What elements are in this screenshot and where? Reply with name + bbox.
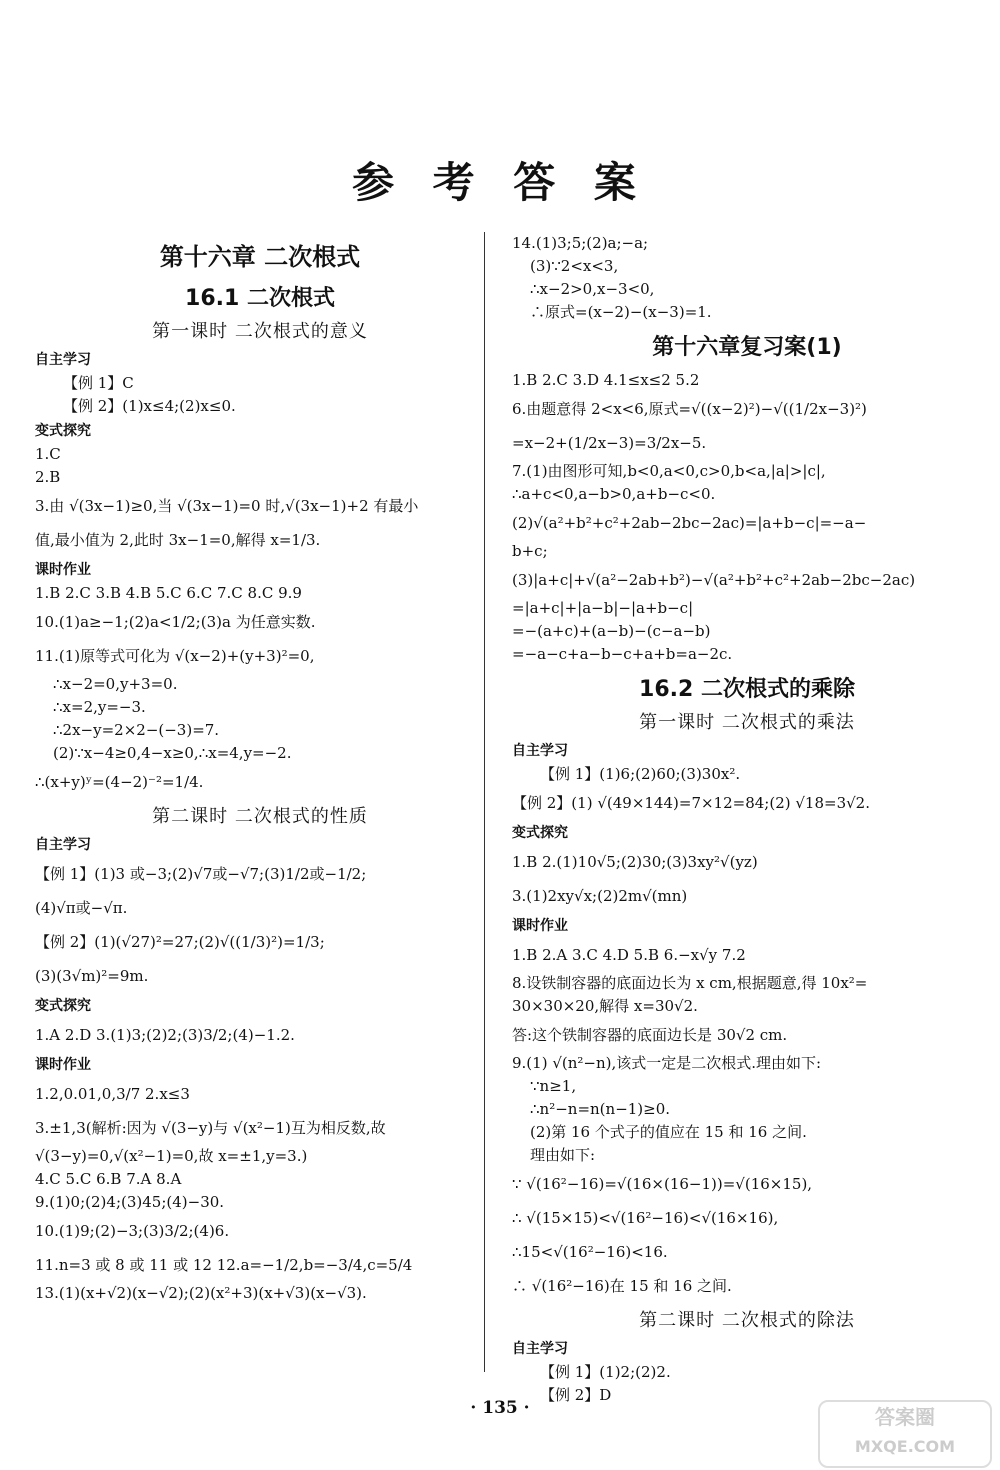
- answer-line: =−(a+c)+(a−b)−(c−a−b): [512, 622, 711, 640]
- answer-line: 值,最小值为 2,此时 3x−1=0,解得 x=1/3.: [35, 531, 321, 549]
- answer-line: 【例 1】(1)3 或−3;(2)√7或−√7;(3)1/2或−1/2;: [35, 865, 367, 883]
- answer-line: ∴15<√(16²−16)<16.: [512, 1243, 668, 1261]
- answer-line: 【例 2】(1) √(49×144)=7×12=84;(2) √18=3√2.: [512, 794, 870, 812]
- subsection-heading: 课时作业: [35, 562, 91, 578]
- answer-line: 14.(1)3;5;(2)a;−a;: [512, 234, 649, 252]
- section-heading: 16.1 二次根式: [185, 286, 335, 311]
- answer-line: ∴x−2>0,x−3<0,: [530, 280, 655, 298]
- answer-line: 8.设铁制容器的底面边长为 x cm,根据题意,得 10x²=: [512, 974, 868, 992]
- answer-line: (2)√(a²+b²+c²+2ab−2bc−2ac)=|a+b−c|=−a−: [512, 514, 867, 532]
- answer-line: (3)|a+c|+√(a²−2ab+b²)−√(a²+b²+c²+2ab−2bc−2ac): [512, 571, 916, 589]
- watermark-line1: 答案圈: [875, 1405, 935, 1429]
- answer-line: 【例 2】(1)(√27)²=27;(2)√((1/3)²)=1/3;: [35, 933, 325, 951]
- right-column: [512, 232, 982, 1407]
- subsection-heading: 变式探究: [512, 825, 568, 841]
- answer-line: 2.B: [35, 468, 61, 486]
- answer-line: ∴a+c<0,a−b>0,a+b−c<0.: [512, 485, 716, 503]
- watermark-line2: MXQE.COM: [854, 1437, 956, 1456]
- subsection-heading: 变式探究: [35, 423, 91, 439]
- answer-line: 答:这个铁制容器的底面边长是 30√2 cm.: [512, 1026, 788, 1044]
- answer-line: ∴(x+y)ʸ=(4−2)⁻²=1/4.: [35, 773, 204, 791]
- answer-line: 10.(1)9;(2)−3;(3)3/2;(4)6.: [35, 1222, 230, 1240]
- answer-line: b+c;: [512, 542, 548, 560]
- answer-line: ∴x=2,y=−3.: [53, 698, 146, 716]
- answer-line: 1.B 2.C 3.B 4.B 5.C 6.C 7.C 8.C 9.9: [35, 584, 302, 602]
- subsection-heading: 自主学习: [512, 743, 568, 759]
- subsection-heading: 自主学习: [512, 1341, 568, 1357]
- answer-line: ∴ √(16²−16)在 15 和 16 之间.: [512, 1277, 732, 1295]
- answer-line: ∵ √(16²−16)=√(16×(16−1))=√(16×15),: [512, 1175, 813, 1193]
- answer-line: ∴2x−y=2×2−(−3)=7.: [53, 721, 220, 739]
- answer-line: =|a+c|+|a−b|−|a+b−c|: [512, 599, 694, 617]
- chapter-heading: 第十六章 二次根式: [159, 243, 361, 271]
- answer-line: 13.(1)(x+√2)(x−√2);(2)(x²+3)(x+√3)(x−√3).: [35, 1284, 367, 1302]
- answer-line: =x−2+(1/2x−3)=3/2x−5.: [512, 434, 707, 452]
- answer-line: 11.n=3 或 8 或 11 或 12 12.a=−1/2,b=−3/4,c=5/4: [35, 1256, 413, 1274]
- answer-line: ∵n≥1,: [530, 1077, 577, 1095]
- answer-line: 1.B 2.C 3.D 4.1≤x≤2 5.2: [512, 371, 700, 389]
- answer-line: 1.A 2.D 3.(1)3;(2)2;(3)3/2;(4)−1.2.: [35, 1026, 295, 1044]
- answer-line: 1.B 2.A 3.C 4.D 5.B 6.−x√y 7.2: [512, 946, 746, 964]
- watermark-logo: [818, 1400, 992, 1468]
- answer-line: 【例 2】D: [540, 1386, 612, 1404]
- answer-line: 3.±1,3(解析:因为 √(3−y)与 √(x²−1)互为相反数,故: [35, 1119, 386, 1137]
- answer-line: 1.B 2.(1)10√5;(2)30;(3)3xy²√(yz): [512, 853, 758, 871]
- answer-line: ∴原式=(x−2)−(x−3)=1.: [530, 303, 712, 321]
- answer-line: 【例 1】(1)6;(2)60;(3)30x².: [540, 765, 741, 783]
- page-number: · 135 ·: [470, 1398, 530, 1418]
- answer-line: 9.(1) √(n²−n),该式一定是二次根式.理由如下:: [512, 1054, 822, 1072]
- answer-line: 4.C 5.C 6.B 7.A 8.A: [35, 1170, 182, 1188]
- answer-line: 【例 2】(1)x≤4;(2)x≤0.: [63, 397, 236, 415]
- lesson-heading: 第一课时 二次根式的意义: [152, 321, 368, 342]
- lesson-heading: 第二课时 二次根式的除法: [639, 1310, 855, 1331]
- answer-line: 【例 1】C: [63, 374, 134, 392]
- answer-line: (3)∵2<x<3,: [530, 257, 619, 275]
- answer-line: 【例 1】(1)2;(2)2.: [540, 1363, 671, 1381]
- answer-line: (2)第 16 个式子的值应在 15 和 16 之间.: [530, 1123, 807, 1141]
- answer-line: (3)(3√m)²=9m.: [35, 967, 149, 985]
- answer-line: 10.(1)a≥−1;(2)a<1/2;(3)a 为任意实数.: [35, 613, 316, 631]
- answer-line: 1.C: [35, 445, 61, 463]
- answer-line: 11.(1)原等式可化为 √(x−2)+(y+3)²=0,: [35, 647, 315, 665]
- answer-line: (4)√π或−√π.: [35, 899, 128, 917]
- answer-line: 1.2,0.01,0,3/7 2.x≤3: [35, 1085, 190, 1103]
- answer-line: ∴n²−n=n(n−1)≥0.: [530, 1100, 671, 1118]
- answer-line: 9.(1)0;(2)4;(3)45;(4)−30.: [35, 1193, 225, 1211]
- answer-line: 理由如下:: [530, 1146, 596, 1164]
- section-heading: 16.2 二次根式的乘除: [639, 677, 855, 702]
- answer-line: 3.由 √(3x−1)≥0,当 √(3x−1)=0 时,√(3x−1)+2 有最小: [35, 497, 419, 515]
- answer-line: =−a−c+a−b−c+a+b=a−2c.: [512, 645, 733, 663]
- lesson-heading: 第一课时 二次根式的乘法: [639, 712, 855, 733]
- answer-line: 7.(1)由图形可知,b<0,a<0,c>0,b<a,|a|>|c|,: [512, 462, 826, 480]
- answer-line: (2)∵x−4≥0,4−x≥0,∴x=4,y=−2.: [53, 744, 292, 762]
- answer-line: ∴x−2=0,y+3=0.: [53, 675, 178, 693]
- left-column: [35, 232, 485, 1305]
- answer-line: ∴ √(15×15)<√(16²−16)<√(16×16),: [512, 1209, 779, 1227]
- answer-line: 3.(1)2xy√x;(2)2m√(mn): [512, 887, 688, 905]
- answer-line: 6.由题意得 2<x<6,原式=√((x−2)²)−√((1/2x−3)²): [512, 400, 867, 418]
- section-heading: 第十六章复习案(1): [652, 335, 842, 360]
- subsection-heading: 课时作业: [35, 1057, 91, 1073]
- subsection-heading: 变式探究: [35, 998, 91, 1014]
- subsection-heading: 课时作业: [512, 918, 568, 934]
- subsection-heading: 自主学习: [35, 837, 91, 853]
- answer-line: 30×30×20,解得 x=30√2.: [512, 997, 698, 1015]
- page-title: 参 考 答 案: [352, 158, 648, 207]
- subsection-heading: 自主学习: [35, 352, 91, 368]
- answer-line: √(3−y)=0,√(x²−1)=0,故 x=±1,y=3.): [35, 1147, 308, 1165]
- lesson-heading: 第二课时 二次根式的性质: [152, 806, 368, 827]
